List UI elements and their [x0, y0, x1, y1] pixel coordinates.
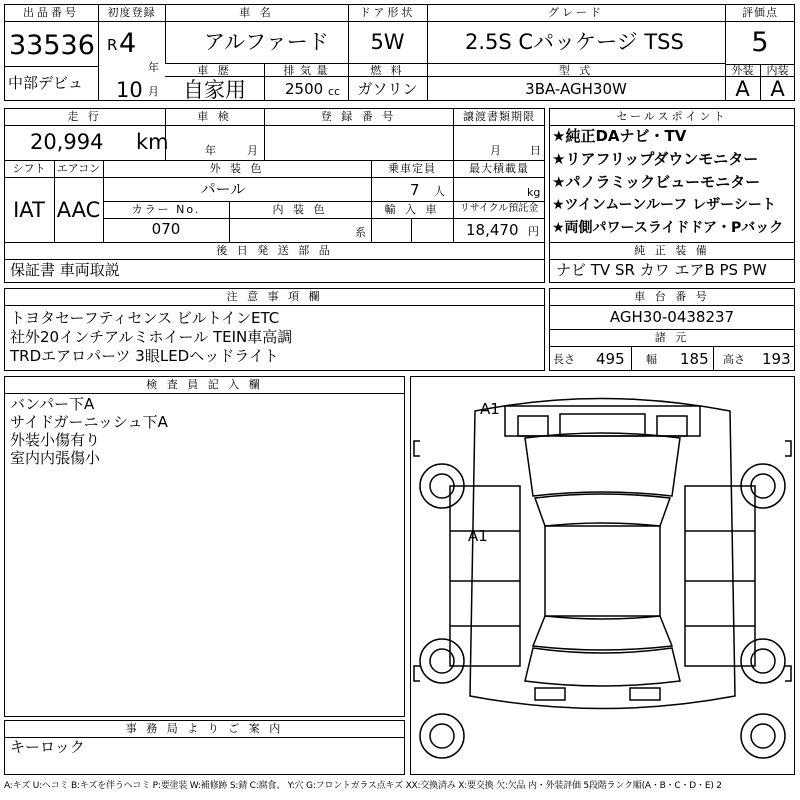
- inspector-line: サイドガーニッシュ下A: [10, 413, 168, 431]
- recycle-unit: 円: [528, 225, 539, 238]
- grade-header: グレード: [548, 6, 604, 19]
- month-unit: 月: [148, 85, 159, 98]
- registration-month: 10: [116, 78, 143, 102]
- damage-mark: A1: [480, 400, 500, 418]
- sales-point: ★ツインムーンルーフ レザーシート: [552, 197, 776, 213]
- lot-number: 33536: [9, 30, 95, 61]
- later-parts: 保証書 車両取説: [10, 261, 120, 279]
- capacity-header: 乗車定員: [388, 162, 436, 175]
- length-value: 495: [596, 350, 625, 368]
- rear-bumper-outline: [535, 688, 565, 700]
- right-side-outline: [685, 486, 755, 666]
- left-side-outline: [450, 486, 520, 666]
- width-label: 幅: [646, 353, 657, 366]
- year-unit: 年: [148, 61, 159, 74]
- inspector-line: 室内内張傷小: [10, 449, 101, 467]
- wheel-outline: [420, 639, 464, 683]
- dimensions-header: 諸 元: [654, 331, 690, 344]
- mileage-header: 走 行: [67, 110, 102, 123]
- exterior-color-header: 外 装 色: [209, 162, 265, 175]
- score: 5: [751, 27, 769, 58]
- inspection-month-unit: 月: [247, 144, 258, 157]
- sales-point: ★パノラミックビューモニター: [552, 173, 761, 191]
- first-registration-header: 初度登録: [107, 6, 156, 19]
- door-type: 5W: [370, 30, 405, 54]
- length-label: 長さ: [553, 353, 575, 366]
- car-body-outline: [470, 399, 735, 709]
- mileage-unit: km: [136, 130, 169, 154]
- lot-number-header: 出品番号: [23, 6, 79, 19]
- exterior-grade-header: 外装: [731, 64, 754, 77]
- color-number: 070: [151, 220, 181, 238]
- rear-window-outline: [533, 616, 672, 650]
- legend: A:キズ U:ヘコミ B:キズを伴うヘコミ P:要塗装 W:補修跡 S:錆 C:腐食、 Y:穴 G:フロントガラス点キズ XX:交換済み X:要交換 欠:欠品 内・外装評価 5段階ランク順(A・B・C・D・E) 2: [4, 781, 722, 791]
- sales-point: ★純正DAナビ・TV: [552, 127, 687, 145]
- notes-header: 注 意 事 項 欄: [226, 290, 323, 303]
- transfer-day-unit: 日: [530, 144, 541, 157]
- front-grille-outline: [518, 416, 548, 436]
- height-value: 193: [762, 350, 791, 368]
- transfer-month-unit: 月: [490, 144, 501, 157]
- displacement-header: 排 気 量: [283, 64, 329, 77]
- spare-wheel-outline: [741, 714, 785, 758]
- displacement-unit: cc: [328, 85, 341, 98]
- aircon-header: エアコン: [56, 162, 101, 175]
- spare-wheel-outline: [751, 724, 775, 748]
- model-header: 型 式: [558, 64, 594, 77]
- interior-color-header: 内 装 色: [272, 203, 328, 216]
- spare-wheel-outline: [430, 724, 454, 748]
- score-header: 評価点: [742, 6, 778, 19]
- model-code: 3BA-AGH30W: [525, 80, 627, 98]
- max-load-header: 最大積載量: [469, 162, 529, 175]
- shift-header: シフト: [12, 162, 46, 175]
- import-header: 輸 入 車: [384, 203, 440, 216]
- interior-color-unit: 系: [355, 226, 366, 239]
- history: 自家用: [183, 78, 246, 102]
- registration-number-header: 登 録 番 号: [320, 110, 397, 123]
- aircon: AAC: [56, 198, 101, 222]
- inspector-line: 外装小傷有り: [10, 431, 101, 449]
- chassis-number: AGH30-0438237: [609, 308, 735, 326]
- front-bumper-outline: [505, 406, 700, 436]
- note-line: 社外20インチアルミホイール TEIN車高調: [10, 328, 293, 346]
- sales-point: ★両側パワースライドドア・Pバック: [552, 220, 784, 236]
- inspector-line: バンパー下A: [10, 395, 95, 413]
- chassis-number-header: 車 台 番 号: [634, 290, 710, 303]
- windshield-outline: [535, 494, 670, 526]
- damage-mark: A1: [468, 527, 488, 545]
- inspection-header: 車 検: [197, 110, 232, 123]
- office-note: キーロック: [10, 738, 85, 756]
- transfer-deadline-header: 譲渡書類期限: [463, 110, 535, 123]
- inspector-header: 検 査 員 記 入 欄: [146, 378, 263, 391]
- width-value: 185: [680, 350, 709, 368]
- equipment: ナビ TV SR カワ エアB PS PW: [556, 261, 767, 279]
- sales-points-header: セールスポイント: [616, 110, 728, 123]
- equipment-header: 純 正 装 備: [634, 244, 710, 257]
- wheel-outline: [741, 639, 785, 683]
- rear-hatch-outline: [525, 648, 680, 686]
- sales-point: ★リアフリップダウンモニター: [552, 150, 759, 168]
- mileage: 20,994: [30, 130, 104, 154]
- color-number-header: カラー No.: [131, 203, 201, 216]
- shift: IAT: [13, 198, 45, 222]
- note-line: トヨタセーフティセンス ビルトインETC: [10, 309, 280, 327]
- grade: 2.5S Cパッケージ TSS: [465, 30, 684, 54]
- later-parts-header: 後 日 発 送 部 品: [216, 244, 333, 257]
- interior-grade: A: [770, 77, 785, 101]
- office-header: 事 務 局 よ り ご 案 内: [125, 722, 284, 735]
- fuel-header: 燃 料: [370, 64, 405, 77]
- car-name: アルファード: [204, 30, 329, 54]
- era-label: R: [107, 36, 118, 54]
- recycle-header: リサイクル預託金: [459, 203, 539, 214]
- roof-outline: [545, 526, 660, 616]
- rear-bumper-outline: [630, 688, 660, 700]
- note-line: TRDエアロパーツ 3眼LEDヘッドライト: [10, 347, 279, 365]
- registration-year: 4: [119, 28, 137, 59]
- recycle-fee: 18,470: [466, 221, 519, 239]
- inspection-year-unit: 年: [205, 144, 216, 157]
- fuel: ガソリン: [357, 80, 418, 98]
- debut-label: 中部デビュ: [8, 74, 84, 92]
- door-header: ドア形状: [359, 6, 416, 19]
- exterior-color: パール: [200, 180, 246, 198]
- height-label: 高さ: [723, 353, 745, 366]
- capacity: 7: [410, 181, 420, 199]
- displacement: 2500: [285, 80, 324, 98]
- interior-grade-header: 内装: [766, 64, 789, 77]
- history-header: 車 歴: [197, 64, 232, 77]
- front-grille-outline: [657, 416, 687, 436]
- car-diagram: [410, 376, 795, 775]
- spare-wheel-outline: [420, 714, 464, 758]
- exterior-grade: A: [735, 77, 750, 101]
- max-load-unit: kg: [527, 186, 541, 199]
- hood-outline: [525, 433, 680, 496]
- capacity-unit: 人: [434, 185, 445, 198]
- car-name-header: 車 名: [239, 6, 274, 19]
